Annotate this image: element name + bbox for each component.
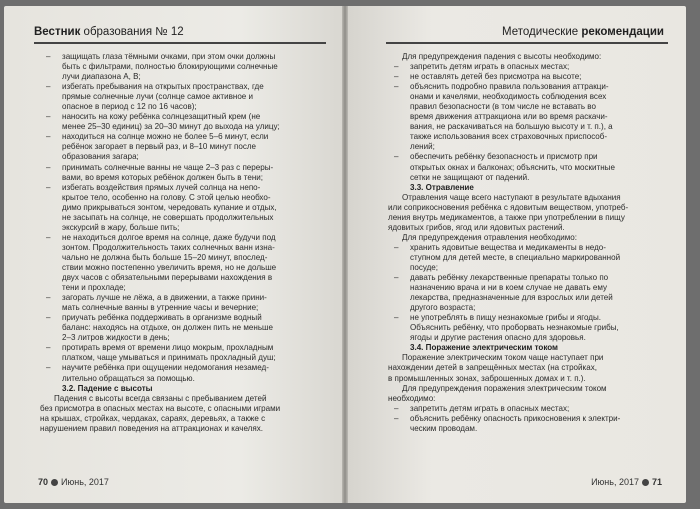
bullet-line: – не находиться долгое время на солнце, даже будучи под — [40, 233, 328, 243]
text-line: необходимо: — [388, 393, 436, 403]
text-line: быть с фильтрами, полностью блокирующими солнечные — [62, 62, 278, 72]
bullet-line: – не оставлять детей без присмотра на высоте; — [388, 72, 672, 82]
text-line: также использования всех страховочных приспособ- — [410, 132, 608, 142]
bullet-line: – избегать воздействия прямых лучей солнца на непо- — [40, 183, 328, 193]
section-title-rest: Методические — [502, 26, 582, 38]
section-heading: 3.4. Поражение электрическим током — [410, 343, 559, 353]
journal-title-rest: образования № 12 — [80, 26, 184, 38]
text-line: в промышленных зонах, заброшенных домах и т. п.). — [388, 373, 586, 383]
text-line: не засыпать на солнце, не совершать продолжительных — [62, 212, 274, 222]
bullet-line: – избегать пребывания на открытых пространствах, где — [40, 82, 328, 92]
bullet-line: – запретить детям играть в опасных местах; — [388, 404, 672, 414]
text-line: Для предупреждения поражения электрическим током — [402, 383, 607, 393]
text-line: ребёнок загорает в первый раз, и 8–10 минут после — [62, 142, 257, 152]
text-line: лучи диапазона А, В; — [62, 72, 141, 82]
text-line: или соприкосновения ребёнка с ядовитым веществом, употреб- — [388, 202, 629, 212]
text-line: ягоды и другие растения опасно для здоровья. — [410, 333, 586, 343]
right-footer — [591, 477, 662, 487]
text-line: время движения аттракциона или во время раскачи- — [410, 112, 608, 122]
bullet-line: – защищать глаза тёмными очками, при этом очки должны — [40, 52, 328, 62]
text-line: Падения с высоты всегда связаны с пребыванием детей — [54, 393, 267, 403]
bullet-line: – протирать время от времени лицо мокрым, прохладным — [40, 343, 328, 353]
text-line: образования загара; — [62, 152, 139, 162]
text-line: тени и прохладе; — [62, 283, 126, 293]
text-line: на крышах, стройках, чердаках, сараях, деревьях, а также с — [40, 413, 266, 423]
text-line: опасное в период с 12 по 16 часов); — [62, 102, 197, 112]
text-line: без присмотра в опасных местах на высоте, с опасными играми — [40, 403, 281, 413]
text-line: баланс: находясь на отдыхе, он должен пить не меньше — [62, 323, 273, 333]
text-line: менее 25–30 единиц) за 20–30 минут до выхода на улицу; — [62, 122, 280, 132]
text-line: экскурсий в жару, больше пить; — [62, 222, 180, 232]
left-header-rule — [34, 42, 326, 44]
footer-dot-icon — [51, 479, 58, 486]
text-line: ступном для детей месте, в специально маркированной — [410, 252, 621, 262]
text-line: димо прикрываться зонтом, чередовать купание и отдых, — [62, 202, 277, 212]
text-line: прямые солнечные лучи (солнце самое активное и — [62, 92, 254, 102]
text-line: лений; — [410, 142, 435, 152]
text-line: зонтом. Продолжительность таких солнечных ванн изна- — [62, 242, 275, 252]
text-line: Для предупреждения отравления необходимо: — [402, 232, 578, 242]
bullet-line: – обеспечить ребёнку безопасность и присмотр при — [388, 152, 672, 162]
bullet-line: – приучать ребёнка поддерживать в организме водный — [40, 313, 328, 323]
bullet-line: – наносить на кожу ребёнка солнцезащитный крем (не — [40, 112, 328, 122]
text-line: другого возраста; — [410, 303, 476, 313]
left-footer — [38, 477, 109, 487]
text-line: крытое тело, особенно на голову. С этой целью необхо- — [62, 192, 271, 202]
journal-title-bold: Вестник — [34, 26, 81, 38]
text-line: правил безопасности (в том числе не вставать во — [410, 102, 596, 112]
text-line: назначению врача и ни в коем случае не давать ему — [410, 283, 607, 293]
text-line: лекарства, предназначенные для взрослых или детей — [410, 293, 613, 303]
bullet-line: – научите ребёнка при ощущении недомогания незамед- — [40, 363, 328, 373]
text-line: сетки не защищают от падений. — [410, 172, 530, 182]
right-footer-date: Июнь, 2017 — [591, 477, 639, 487]
text-line: Отравления чаще всего наступают в результате вдыхания — [402, 192, 621, 202]
text-line: ления внутрь медикаментов, а также при употреблении в пищу — [388, 212, 625, 222]
section-heading: 3.3. Отравление — [410, 182, 474, 192]
right-page — [348, 6, 686, 503]
text-line: 2–3 литров жидкости в день; — [62, 333, 170, 343]
bullet-line: – запретить детям играть в опасных местах; — [388, 62, 672, 72]
text-line: Поражение электрическим током чаще наступает при — [402, 353, 604, 363]
text-line: вания, не раскачиваться на большую высоту и т. п.), а — [410, 122, 613, 132]
text-line: ческим проводам. — [410, 423, 478, 433]
text-line: ядовитых грибов, ягод или ядовитых растений. — [388, 222, 565, 232]
bullet-line: – не употреблять в пищу незнакомые грибы и ягоды. — [388, 313, 672, 323]
bullet-line: – загорать лучше не лёжа, а в движении, а также прини- — [40, 293, 328, 303]
text-line: платком, чаще умываться и принимать прохладный душ; — [62, 353, 276, 363]
footer-dot-icon — [642, 479, 649, 486]
bullet-line: – принимать солнечные ванны не чаще 2–3 раз с переры- — [40, 163, 328, 173]
right-running-header — [502, 26, 664, 38]
bullet-line: – находиться на солнце можно не более 5–6 минут, если — [40, 132, 328, 142]
text-line: Для предупреждения падения с высоты необходимо: — [402, 52, 602, 61]
bullet-line: – объяснить ребёнку опасность прикосновения к электри- — [388, 414, 672, 424]
bullet-line: – давать ребёнку лекарственные препараты только по — [388, 273, 672, 283]
right-page-number: 71 — [651, 477, 662, 487]
bullet-line: – объяснить подробно правила пользования аттракци- — [388, 82, 672, 92]
left-page-number: 70 — [38, 477, 49, 487]
text-line: нахождении детей в запрещённых местах (на стройках, — [388, 363, 597, 373]
text-line: вами, во время которых ребёнок должен быть в тени; — [62, 172, 264, 182]
text-line: ствии можно постепенно увеличить время, но не дольше — [62, 262, 277, 272]
text-line: нарушением правил поведения на аттракционах и качелях. — [40, 423, 263, 433]
text-line: посуде; — [410, 262, 439, 272]
text-line: открытых окнах и балконах; объяснить, что москитные — [410, 162, 615, 172]
text-line: двух часов с обязательными перерывами нахождения в — [62, 273, 273, 283]
section-heading: 3.2. Падение с высоты — [62, 383, 153, 393]
bullet-line: – хранить ядовитые вещества и медикаменты в недо- — [388, 243, 672, 253]
text-line: онами и качелями, необходимость соблюдения всех — [410, 92, 607, 102]
right-header-rule — [386, 42, 668, 44]
text-line: лительно обращаться за помощью. — [62, 373, 195, 383]
left-page — [4, 6, 342, 503]
left-footer-date: Июнь, 2017 — [61, 477, 109, 487]
text-line: чально не должна быть больше 15–20 минут, впослед- — [62, 252, 268, 262]
text-line: Объяснить ребёнку, что проборвать незнакомые грибы, — [410, 323, 619, 333]
text-line: мать солнечные ванны в утренние часы и вечерние; — [62, 303, 259, 313]
left-text-column — [40, 52, 328, 434]
section-title-bold: рекомендации — [581, 26, 664, 38]
right-text-column — [388, 52, 672, 434]
left-running-header — [34, 26, 184, 38]
